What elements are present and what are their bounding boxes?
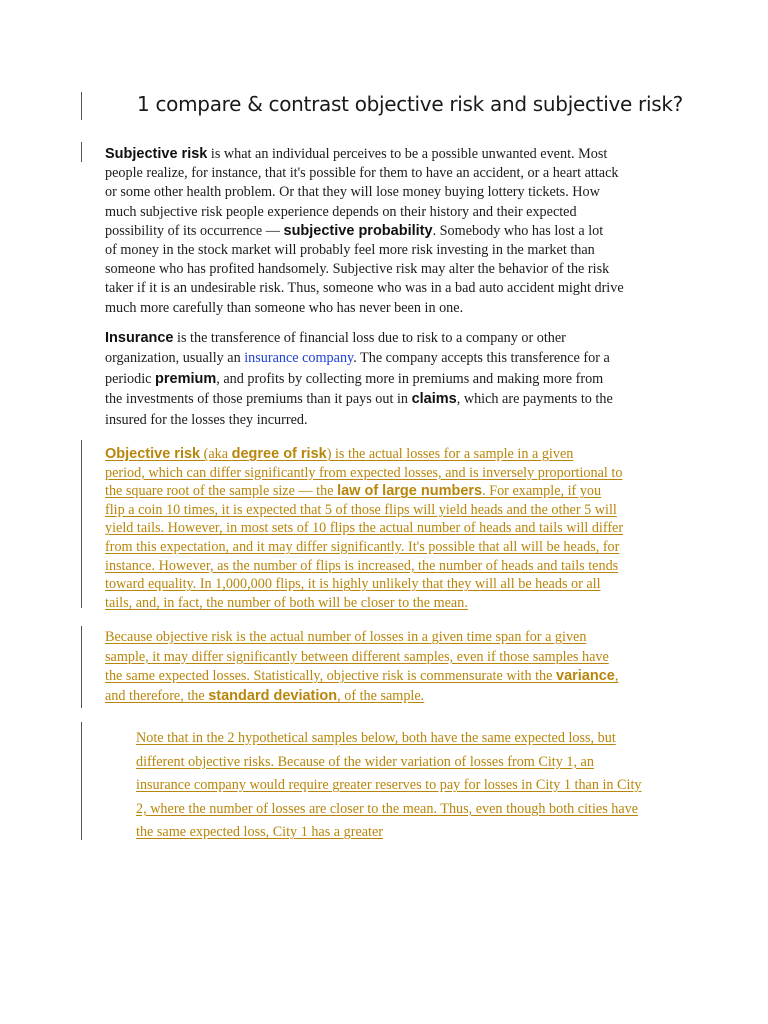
term-subjective-risk: Subjective risk <box>105 146 208 162</box>
change-bar <box>81 440 82 608</box>
note-paragraph: Note that in the 2 hypothetical samples below, both have the same expected loss, but different objective risks. Because of the wider variation of losses from City 1, an insurance company would require greater reserves to pay for losses in City 1 than in City 2, where the number of losses are closer to the mean. Thus, even though both cities have the same expected loss, City 1 has a greater <box>136 730 642 840</box>
term-claims: claims <box>411 391 457 408</box>
term-insurance: Insurance <box>105 330 174 346</box>
insurance-paragraph: Insurance is the transference of financial loss due to risk to a company or other organization, usually an insurance company. The company accepts this transference for a periodic premium, and profits by collecting more in premiums and making more from the investments of those premiums than it pays out in claims, which are payments to the insured for the losses they incurred. <box>105 330 613 428</box>
term-standard-deviation: standard deviation <box>208 687 338 704</box>
subjective-risk-paragraph: Subjective risk is what an individual perceives to be a possible unwanted event. Most people realize, for instance, that it's possible for them to have an accident, or a heart attack or some other health problem. Or that they will lose money buying lottery tickets. How much subjective risk people experience depends on their history and their expected possibility of its occurrence — subjective probability. Somebody who has lost a lot of money in the stock market will probably feel more risk investing in the market than someone who has profited handsomely. Subjective risk may alter the behavior of the risk taker if it is an undesirable risk. Thus, someone who was in a bad auto accident might drive much more carefully than someone who has never been in one. <box>105 146 624 316</box>
change-bar <box>81 722 82 840</box>
term-objective-risk: Objective risk <box>105 446 201 462</box>
page-title: 1 compare & contrast objective risk and subjective risk? <box>137 92 683 116</box>
term-degree-of-risk: degree of risk <box>231 446 327 462</box>
insurance-company-link[interactable]: insurance company <box>244 350 354 367</box>
because-paragraph: Because objective risk is the actual number of losses in a given time span for a given sample, it may differ significantly between different samples, even if those samples have the same expected losses. Statistically, objective risk is commensurate with the variance, and therefore, the standard deviation, of the sample. <box>105 629 619 704</box>
objective-risk-paragraph: Objective risk (aka degree of risk) is the actual losses for a sample in a given period, which can differ significantly from expected losses, and is inversely proportional to the square root of the sample size — the law of large numbers. For example, if you flip a coin 10 times, it is expected that 5 of those flips will yield heads and the other 5 will yield tails. However, in most sets of 10 flips the actual number of heads and tails will differ from this expectation, and it may differ significantly. It's possible that all will be heads, for instance. However, as the number of flips is increased, the number of heads and tails tends toward equality. In 1,000,000 flips, it is highly unlikely that they will all be heads or all tails, and, in fact, the number of both will be closer to the mean. <box>105 446 624 611</box>
change-bar <box>81 626 82 708</box>
term-variance: variance <box>556 668 615 685</box>
term-subjective-probability: subjective probability <box>283 222 433 239</box>
term-law-of-large-numbers: law of large numbers <box>337 483 483 500</box>
change-bar <box>81 92 82 120</box>
change-bar <box>81 142 82 162</box>
term-premium: premium <box>155 370 217 387</box>
